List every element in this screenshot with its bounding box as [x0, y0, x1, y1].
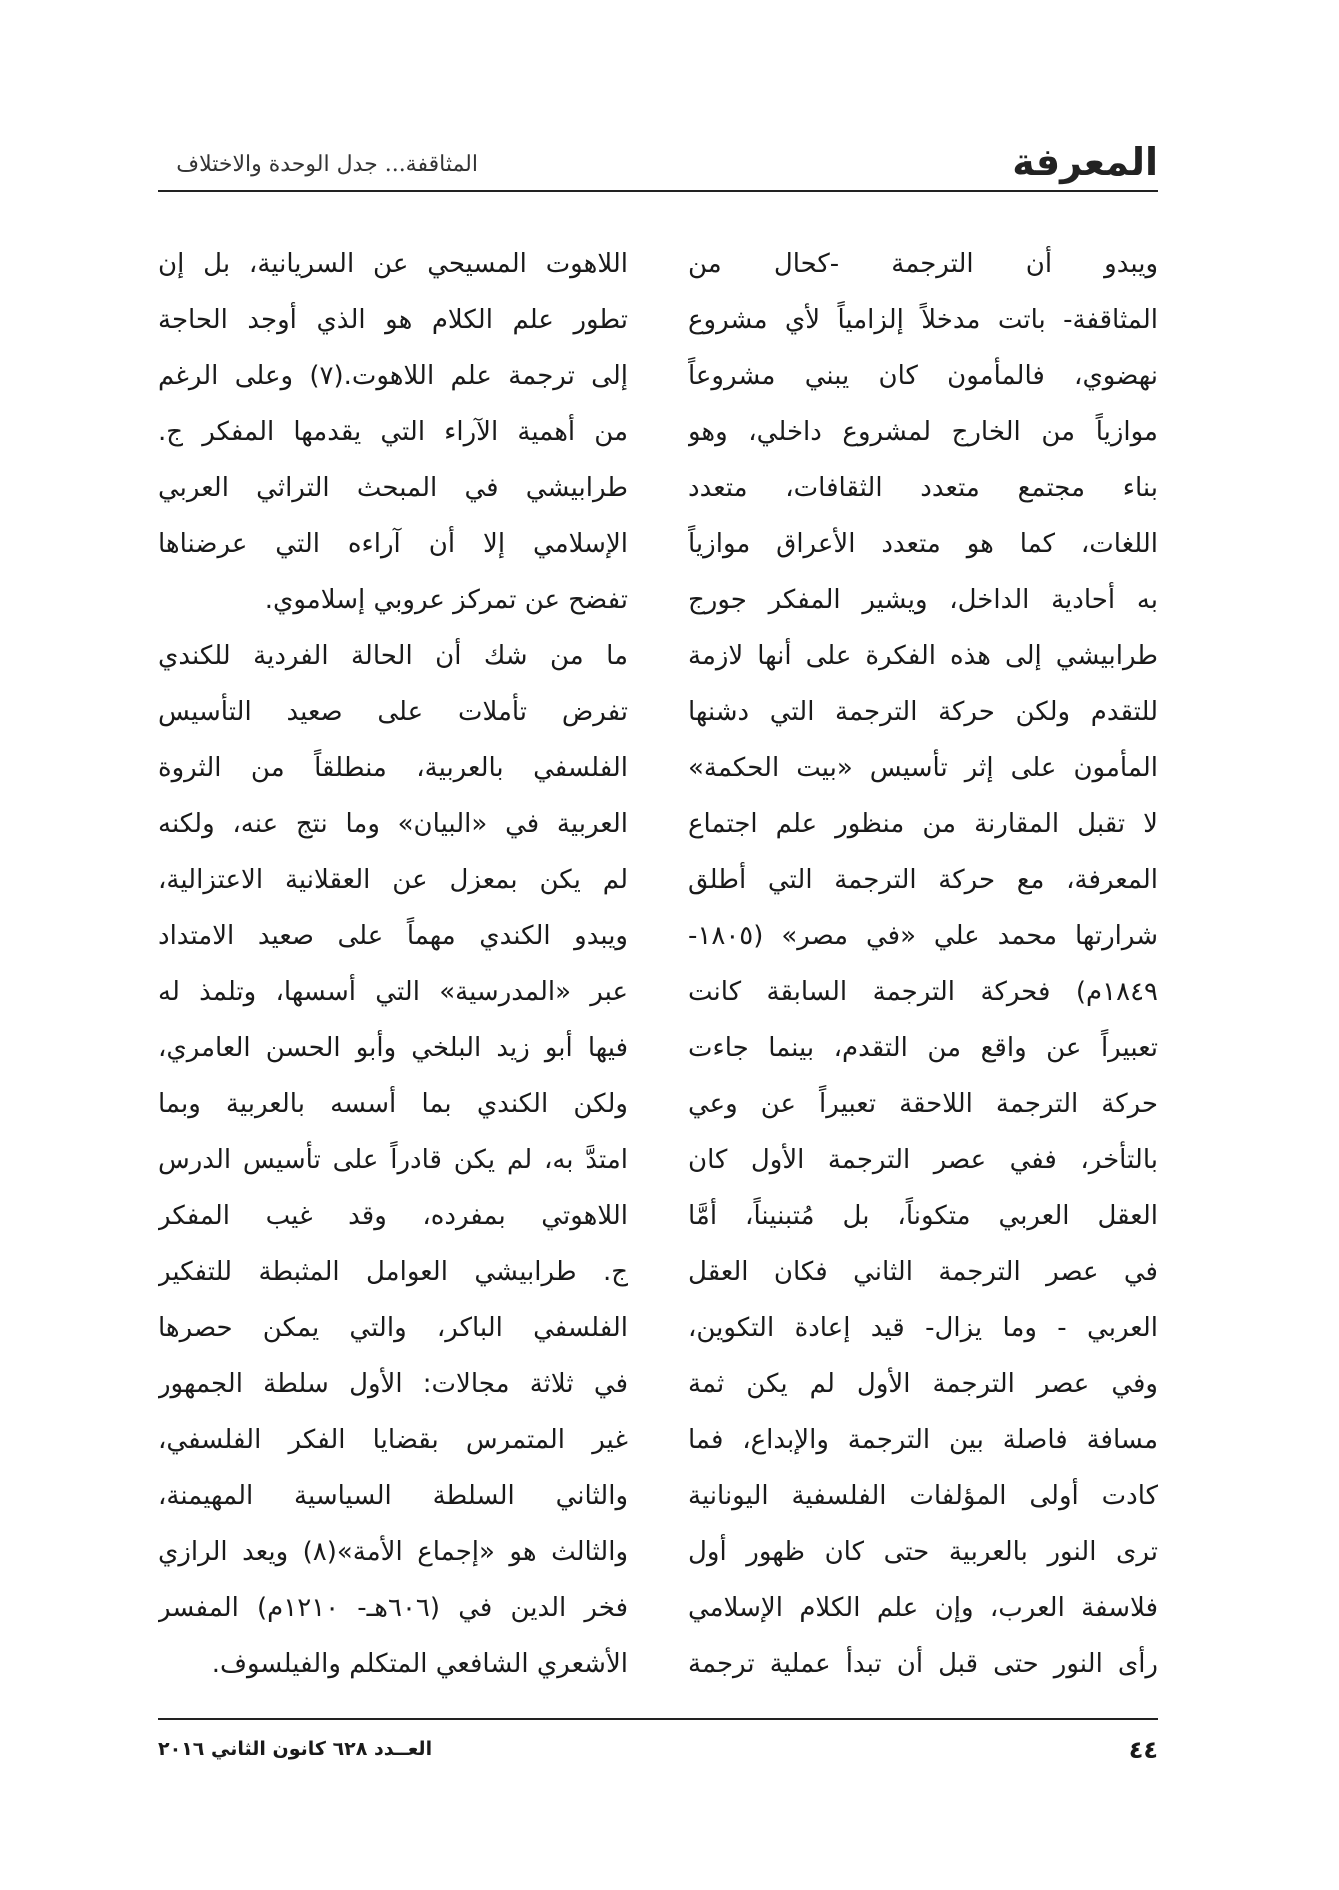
- issue-info: العــدد ٦٢٨ كانون الثاني ٢٠١٦: [158, 1738, 433, 1760]
- text-line: للتقدم ولكن حركة الترجمة التي دشنها: [688, 697, 1158, 727]
- text-line: عبر «المدرسية» التي أسسها، وتلمذ له: [158, 977, 628, 1007]
- text-line: الفلسفي الباكر، والتي يمكن حصرها: [158, 1313, 628, 1343]
- text-line: طرابيشي إلى هذه الفكرة على أنها لازمة: [688, 641, 1158, 671]
- text-line: حركة الترجمة اللاحقة تعبيراً عن وعي: [688, 1089, 1158, 1119]
- text-line: ويبدو أن الترجمة -كحال من: [688, 249, 1158, 279]
- text-line: العربي - وما يزال- قيد إعادة التكوين،: [688, 1313, 1158, 1343]
- text-line: تعبيراً عن واقع من التقدم، بينما جاءت: [688, 1033, 1158, 1063]
- text-line: المعرفة، مع حركة الترجمة التي أطلق: [688, 865, 1158, 895]
- magazine-logo: المعرفة: [1012, 140, 1158, 184]
- text-line: ترى النور بالعربية حتى كان ظهور أول: [688, 1537, 1158, 1567]
- text-line: امتدَّ به، لم يكن قادراً على تأسيس الدرس: [158, 1145, 628, 1175]
- text-line: لا تقبل المقارنة من منظور علم اجتماع: [688, 809, 1158, 839]
- text-line: ما من شك أن الحالة الفردية للكندي: [158, 641, 628, 671]
- text-line: الأشعري الشافعي المتكلم والفيلسوف.: [211, 1649, 628, 1679]
- text-line: المأمون على إثر تأسيس «بيت الحكمة»: [688, 753, 1158, 783]
- text-line: من أهمية الآراء التي يقدمها المفكر ج.: [158, 417, 628, 447]
- footer-divider: [158, 1718, 1158, 1720]
- text-line: فيها أبو زيد البلخي وأبو الحسن العامري،: [158, 1033, 628, 1063]
- text-line: اللاهوت المسيحي عن السريانية، بل إن: [158, 249, 628, 279]
- text-line: ج. طرابيشي العوامل المثبطة للتفكير: [158, 1257, 628, 1287]
- text-line: وفي عصر الترجمة الأول لم يكن ثمة: [688, 1369, 1158, 1399]
- text-line: لم يكن بمعزل عن العقلانية الاعتزالية،: [158, 865, 628, 895]
- page-header: [158, 140, 1158, 190]
- right-text-column: [688, 236, 1158, 1692]
- text-line: تفضح عن تمركز عروبي إسلاموي.: [264, 585, 628, 615]
- text-line: في ثلاثة مجالات: الأول سلطة الجمهور: [158, 1369, 628, 1399]
- header-divider: [158, 190, 1158, 192]
- text-line: ولكن الكندي بما أسسه بالعربية وبما: [158, 1089, 628, 1119]
- text-line: المثاقفة- باتت مدخلاً إلزامياً لأي مشروع: [688, 305, 1158, 335]
- text-line: كادت أولى المؤلفات الفلسفية اليونانية: [688, 1481, 1158, 1511]
- text-line: موازياً من الخارج لمشروع داخلي، وهو: [688, 417, 1158, 447]
- text-line: نهضوي، فالمأمون كان يبني مشروعاً: [688, 361, 1158, 391]
- text-line: العقل العربي متكوناً، بل مُتبنيناً، أمَّا: [688, 1201, 1158, 1231]
- text-line: تطور علم الكلام هو الذي أوجد الحاجة: [158, 305, 628, 335]
- text-line: مسافة فاصلة بين الترجمة والإبداع، فما: [688, 1425, 1158, 1455]
- text-line: اللاهوتي بمفرده، وقد غيب المفكر: [158, 1201, 628, 1231]
- text-line: شرارتها محمد علي «في مصر» (١٨٠٥-: [688, 921, 1158, 951]
- page-number: ٤٤: [1128, 1736, 1158, 1764]
- text-line: فخر الدين في (٦٠٦هـ- ١٢١٠م) المفسر: [158, 1593, 628, 1623]
- text-line: ويبدو الكندي مهماً على صعيد الامتداد: [158, 921, 628, 951]
- text-line: والثالث هو «إجماع الأمة»(٨) ويعد الرازي: [158, 1537, 628, 1567]
- text-line: والثاني السلطة السياسية المهيمنة،: [158, 1481, 628, 1511]
- text-line: بالتأخر، ففي عصر الترجمة الأول كان: [688, 1145, 1158, 1175]
- text-line: تفرض تأملات على صعيد التأسيس: [158, 697, 628, 727]
- text-line: الفلسفي بالعربية، منطلقاً من الثروة: [158, 753, 628, 783]
- text-line: طرابيشي في المبحث التراثي العربي: [158, 473, 628, 503]
- text-line: اللغات، كما هو متعدد الأعراق موازياً: [688, 529, 1158, 559]
- running-title: المثاقفة... جدل الوحدة والاختلاف: [176, 152, 478, 177]
- text-line: في عصر الترجمة الثاني فكان العقل: [688, 1257, 1158, 1287]
- left-text-column: [158, 236, 628, 1692]
- text-line: العربية في «البيان» وما نتج عنه، ولكنه: [158, 809, 628, 839]
- text-line: الإسلامي إلا أن آراءه التي عرضناها: [158, 529, 628, 559]
- text-line: إلى ترجمة علم اللاهوت.(٧) وعلى الرغم: [158, 361, 628, 391]
- text-line: به أحادية الداخل، ويشير المفكر جورج: [688, 585, 1158, 615]
- text-line: رأى النور حتى قبل أن تبدأ عملية ترجمة: [688, 1649, 1158, 1679]
- text-line: غير المتمرس بقضايا الفكر الفلسفي،: [158, 1425, 628, 1455]
- text-line: ١٨٤٩م) فحركة الترجمة السابقة كانت: [688, 977, 1158, 1007]
- text-line: بناء مجتمع متعدد الثقافات، متعدد: [688, 473, 1158, 503]
- text-line: فلاسفة العرب، وإن علم الكلام الإسلامي: [688, 1593, 1158, 1623]
